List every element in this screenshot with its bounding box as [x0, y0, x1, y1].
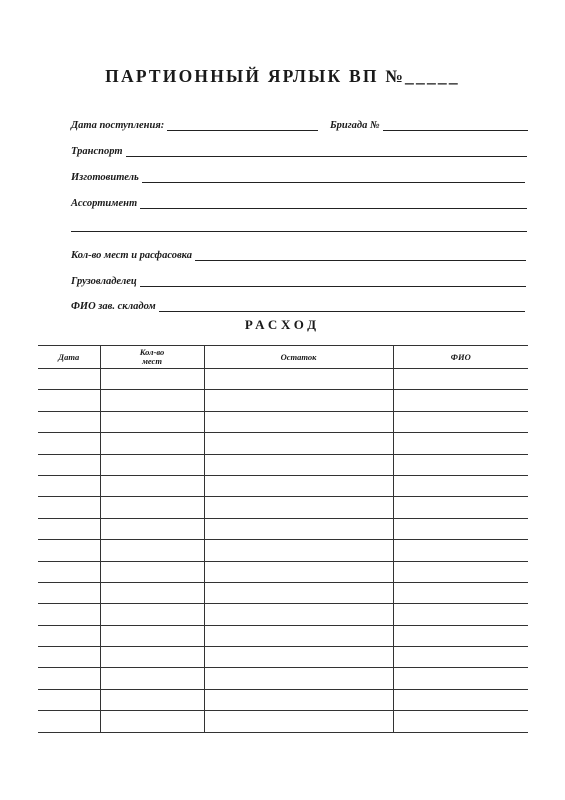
- name-cell[interactable]: [393, 411, 528, 432]
- date-field[interactable]: [71, 114, 318, 132]
- balance-cell[interactable]: [204, 433, 393, 454]
- brigade-label: Бригада №: [330, 120, 380, 131]
- table-row: [38, 689, 528, 710]
- cargo-owner-label: Грузовладелец: [71, 276, 137, 287]
- warehouse-head-field[interactable]: [71, 295, 525, 313]
- brigade-input-line[interactable]: [383, 116, 528, 131]
- date-cell[interactable]: [38, 433, 100, 454]
- balance-cell[interactable]: [204, 647, 393, 668]
- name-cell[interactable]: [393, 518, 528, 539]
- expense-table: [38, 345, 528, 733]
- table-row: [38, 582, 528, 603]
- places-cell[interactable]: [100, 668, 204, 689]
- table-row: [38, 604, 528, 625]
- table-row: [38, 711, 528, 732]
- places-cell[interactable]: [100, 475, 204, 496]
- places-cell[interactable]: [100, 582, 204, 603]
- table-row: [38, 411, 528, 432]
- name-cell[interactable]: [393, 711, 528, 732]
- name-cell[interactable]: [393, 625, 528, 646]
- date-cell[interactable]: [38, 561, 100, 582]
- date-cell[interactable]: [38, 475, 100, 496]
- assortment-input-line[interactable]: [140, 194, 527, 209]
- places-cell[interactable]: [100, 497, 204, 518]
- places-label: Кол-во мест и расфасовка: [71, 250, 192, 261]
- column-header-balance: Остаток: [204, 346, 393, 369]
- date-label: Дата поступления:: [71, 120, 165, 131]
- name-cell[interactable]: [393, 369, 528, 390]
- name-cell[interactable]: [393, 390, 528, 411]
- name-cell[interactable]: [393, 604, 528, 625]
- balance-cell[interactable]: [204, 411, 393, 432]
- date-cell[interactable]: [38, 689, 100, 710]
- balance-cell[interactable]: [204, 668, 393, 689]
- table-header-row: [38, 346, 528, 369]
- table-row: [38, 369, 528, 390]
- places-cell[interactable]: [100, 390, 204, 411]
- balance-cell[interactable]: [204, 497, 393, 518]
- places-cell[interactable]: [100, 647, 204, 668]
- transport-input-line[interactable]: [126, 142, 527, 157]
- date-cell[interactable]: [38, 454, 100, 475]
- table-row: [38, 540, 528, 561]
- name-cell[interactable]: [393, 475, 528, 496]
- places-cell[interactable]: [100, 454, 204, 475]
- cargo-owner-input-line[interactable]: [140, 272, 526, 287]
- name-cell[interactable]: [393, 647, 528, 668]
- places-cell[interactable]: [100, 411, 204, 432]
- name-cell[interactable]: [393, 582, 528, 603]
- balance-cell[interactable]: [204, 561, 393, 582]
- places-cell[interactable]: [100, 540, 204, 561]
- table-row: [38, 625, 528, 646]
- balance-cell[interactable]: [204, 604, 393, 625]
- table-row: [38, 390, 528, 411]
- balance-cell[interactable]: [204, 454, 393, 475]
- date-cell[interactable]: [38, 390, 100, 411]
- table-row: [38, 454, 528, 475]
- transport-field[interactable]: [71, 140, 527, 158]
- assortment-continuation-line[interactable]: [71, 231, 527, 232]
- name-cell[interactable]: [393, 433, 528, 454]
- places-cell[interactable]: [100, 433, 204, 454]
- table-row: [38, 647, 528, 668]
- document-title: ПАРТИОННЫЙ ЯРЛЫК ВП №_____: [105, 66, 460, 86]
- section-heading-expense: РАСХОД: [244, 317, 321, 332]
- transport-label: Транспорт: [71, 146, 123, 157]
- table-row: [38, 497, 528, 518]
- places-cell[interactable]: [100, 625, 204, 646]
- column-header-places: Кол-во мест: [100, 346, 204, 369]
- date-cell[interactable]: [38, 647, 100, 668]
- name-cell[interactable]: [393, 497, 528, 518]
- places-cell[interactable]: [100, 518, 204, 539]
- assortment-field[interactable]: [71, 192, 527, 210]
- table-row: [38, 561, 528, 582]
- name-cell[interactable]: [393, 454, 528, 475]
- places-cell[interactable]: [100, 604, 204, 625]
- cargo-owner-field[interactable]: [71, 270, 526, 288]
- date-cell[interactable]: [38, 711, 100, 732]
- column-header-name: ФИО: [393, 346, 528, 369]
- places-cell[interactable]: [100, 369, 204, 390]
- name-cell[interactable]: [393, 689, 528, 710]
- table-row: [38, 518, 528, 539]
- balance-cell[interactable]: [204, 390, 393, 411]
- date-cell[interactable]: [38, 625, 100, 646]
- brigade-field[interactable]: [330, 114, 528, 132]
- balance-cell[interactable]: [204, 518, 393, 539]
- date-cell[interactable]: [38, 582, 100, 603]
- date-cell[interactable]: [38, 668, 100, 689]
- name-cell[interactable]: [393, 540, 528, 561]
- manufacturer-field[interactable]: [71, 166, 525, 184]
- balance-cell[interactable]: [204, 540, 393, 561]
- date-input-line[interactable]: [167, 116, 318, 131]
- balance-cell[interactable]: [204, 711, 393, 732]
- balance-cell[interactable]: [204, 475, 393, 496]
- places-field[interactable]: [71, 244, 526, 262]
- column-header-date: Дата: [38, 346, 100, 369]
- manufacturer-label: Изготовитель: [71, 172, 139, 183]
- assortment-label: Ассортимент: [71, 198, 138, 209]
- name-cell[interactable]: [393, 668, 528, 689]
- date-cell[interactable]: [38, 497, 100, 518]
- name-cell[interactable]: [393, 561, 528, 582]
- places-cell[interactable]: [100, 711, 204, 732]
- date-cell[interactable]: [38, 411, 100, 432]
- table-row: [38, 475, 528, 496]
- places-cell[interactable]: [100, 561, 204, 582]
- places-cell[interactable]: [100, 689, 204, 710]
- warehouse-head-label: ФИО зав. складом: [71, 301, 156, 312]
- warehouse-head-input-line[interactable]: [159, 297, 525, 312]
- balance-cell[interactable]: [204, 625, 393, 646]
- date-cell[interactable]: [38, 604, 100, 625]
- date-cell[interactable]: [38, 518, 100, 539]
- date-cell[interactable]: [38, 540, 100, 561]
- date-cell[interactable]: [38, 369, 100, 390]
- places-input-line[interactable]: [195, 246, 526, 261]
- table-body: [38, 369, 528, 733]
- table-row: [38, 433, 528, 454]
- balance-cell[interactable]: [204, 369, 393, 390]
- balance-cell[interactable]: [204, 582, 393, 603]
- table-row: [38, 668, 528, 689]
- manufacturer-input-line[interactable]: [142, 168, 525, 183]
- balance-cell[interactable]: [204, 689, 393, 710]
